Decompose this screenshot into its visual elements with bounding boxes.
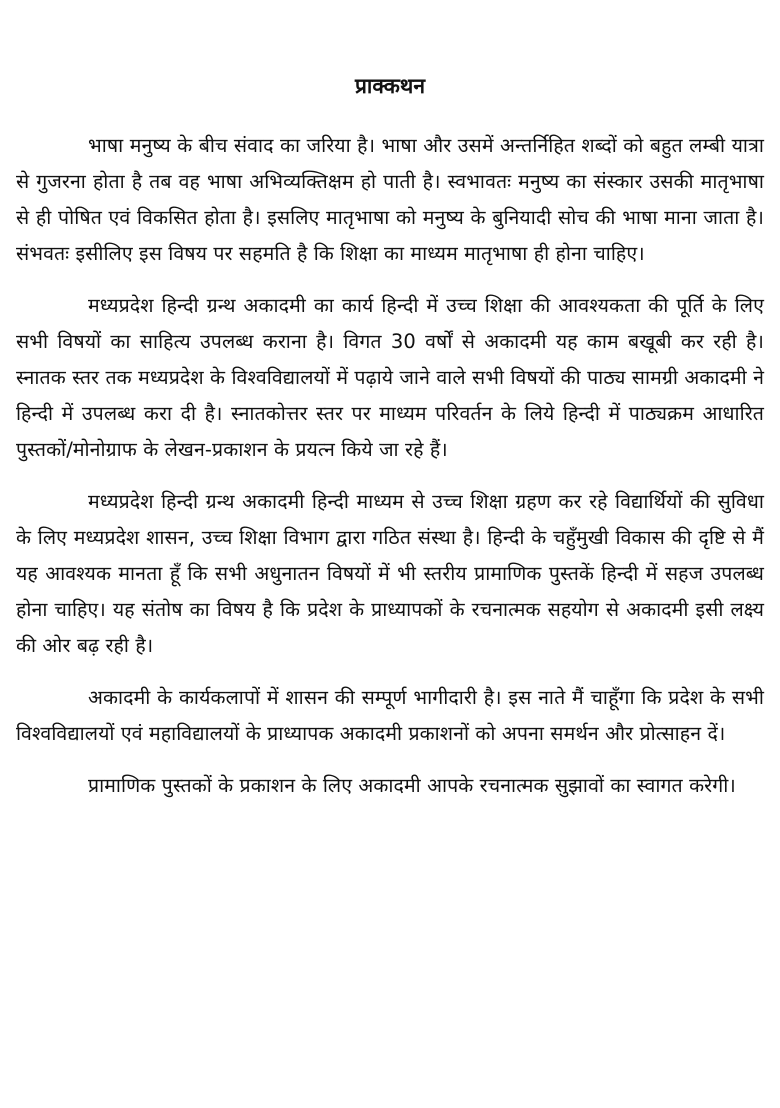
paragraph: प्रामाणिक पुस्तकों के प्रकाशन के लिए अकादमी आपके रचनात्मक सुझावों का स्वागत करेगी। — [88, 774, 736, 797]
paragraph: अकादमी के कार्यकलापों में शासन की सम्पूर्ण भागीदारी है। इस नाते मैं चाहूँगा कि प्रदेश के सभी विश्वविद्यालयों एवं महाविद्यालयों के प्राध्यापक अकादमी प्रकाशनों को अपना समर्थन और प्रोत्साहन दें। — [16, 686, 764, 745]
paragraph: भाषा मनुष्य के बीच संवाद का जरिया है। भाषा और उसमें अन्तर्निहित शब्दों को बहुत लम्बी यात्रा से गुजरना होता है तब वह भाषा अभिव्यक्तिक्षम हो पाती है। स्वभावतः मनुष्य का संस्कार उसकी मातृभाषा से ही पोषित एवं विकसित होता है। इसलिए मातृभाषा को मनुष्य के बुनियादी सोच की भाषा माना जाता है। संभवतः इसीलिए इस विषय पर सहमति है कि शिक्षा का माध्यम मातृभाषा ही होना चाहिए। — [16, 134, 764, 265]
paragraph: मध्यप्रदेश हिन्दी ग्रन्थ अकादमी हिन्दी माध्यम से उच्च शिक्षा ग्रहण कर रहे विद्यार्थियों की सुविधा के लिए मध्यप्रदेश शासन, उच्च शिक्षा विभाग द्वारा गठित संस्था है। हिन्दी के चहुँमुखी विकास की दृष्टि से मैं यह आवश्यक मानता हूँ कि सभी अधुनातन विषयों में भी स्तरीय प्रामाणिक पुस्तकें हिन्दी में सहज उपलब्ध होना चाहिए। यह संतोष का विषय है कि प्रदेश के प्राध्यापकों के रचनात्मक सहयोग से अकादमी इसी लक्ष्य की ओर बढ़ रही है। — [16, 490, 764, 657]
paragraph: मध्यप्रदेश हिन्दी ग्रन्थ अकादमी का कार्य हिन्दी में उच्च शिक्षा की आवश्यकता की पूर्ति के लिए सभी विषयों का साहित्य उपलब्ध कराना है। विगत 30 वर्षों से अकादमी यह काम बखूबी कर रही है। स्नातक स्तर तक मध्यप्रदेश के विश्वविद्यालयों में पढ़ाये जाने वाले सभी विषयों की पाठ्य सामग्री अकादमी ने हिन्दी में उपलब्ध करा दी है। स्नातकोत्तर स्तर पर माध्यम परिवर्तन के लिये हिन्दी में पाठ्यक्रम आधारित पुस्तकों/मोनोग्राफ के लेखन-प्रकाशन के प्रयत्न किये जा रहे हैं। — [16, 294, 764, 461]
page-title: प्राक्कथन — [354, 74, 426, 98]
